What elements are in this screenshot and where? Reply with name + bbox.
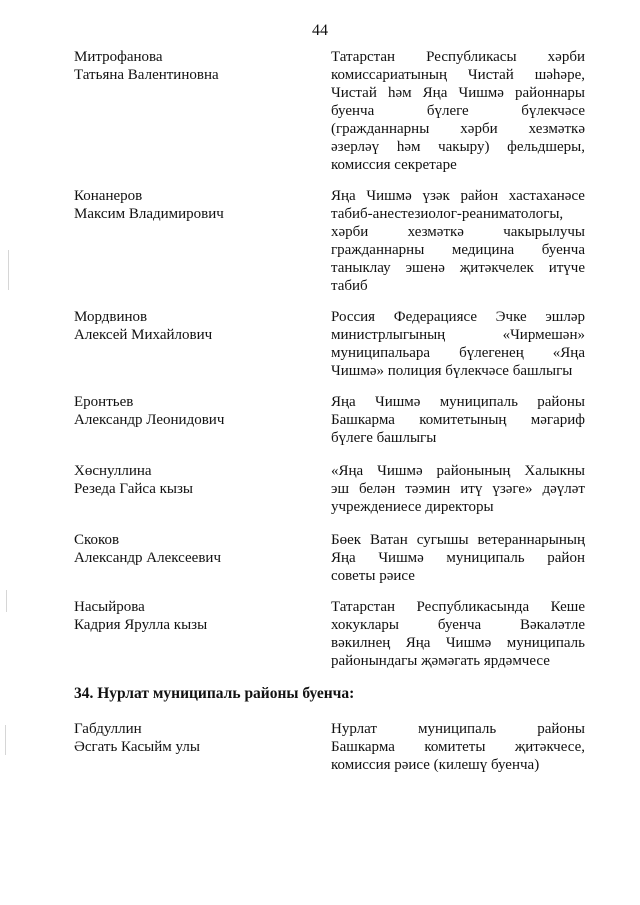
position-word: дәүләт <box>542 481 585 497</box>
position-line <box>331 259 585 277</box>
position-word: муниципаль <box>446 550 525 566</box>
position-word: хастаханәсе <box>508 188 585 204</box>
member-name <box>74 531 304 567</box>
position-line <box>331 462 585 480</box>
position-word: Чишмә <box>377 463 423 479</box>
position-word: һәм <box>387 85 412 101</box>
member-given-names: Максим Владимирович <box>74 206 224 222</box>
member-surname: Митрофанова <box>74 49 163 65</box>
position-line <box>331 48 585 66</box>
position-word: Эчке <box>495 309 527 325</box>
position-word: муниципаль <box>417 721 497 737</box>
member-given-names: Алексей Михайлович <box>74 327 213 343</box>
position-word: муниципаль <box>506 635 585 651</box>
position-word: бүлекчәсе <box>521 103 585 119</box>
member-name <box>74 393 304 429</box>
scan-mark <box>8 250 9 290</box>
position-word: районының <box>436 463 511 479</box>
scan-mark <box>5 725 6 755</box>
position-word: район <box>547 550 585 566</box>
position-line <box>331 616 585 634</box>
position-word: (гражданнарны <box>331 121 430 137</box>
position-line <box>331 102 585 120</box>
position-word: «Яңа <box>552 345 585 361</box>
member-name <box>74 462 304 498</box>
position-line <box>331 393 585 411</box>
position-word: Чистай <box>331 85 377 101</box>
position-word: Башкарма <box>331 739 395 755</box>
position-word: министрлыгының <box>331 327 446 343</box>
position-line <box>331 344 585 362</box>
position-word: эшләр <box>545 309 585 325</box>
member-given-names: Александр Алексеевич <box>74 550 221 566</box>
member-name <box>74 308 304 344</box>
position-line <box>331 738 585 756</box>
position-word: Кеше <box>550 599 585 615</box>
position-word: сугышы <box>416 532 469 548</box>
position-word: җитәкчелек <box>459 260 534 276</box>
position-line <box>331 549 585 567</box>
position-line <box>331 598 585 616</box>
member-position <box>331 720 585 774</box>
position-word: вәкилнең <box>331 635 391 651</box>
position-word: Чишмә <box>374 394 421 410</box>
position-word: үзәге» <box>492 481 533 497</box>
position-line <box>331 720 585 738</box>
member-position <box>331 187 585 295</box>
member-name <box>74 720 304 756</box>
position-word: таныклау <box>331 260 391 276</box>
position-word: хезмәткә <box>528 121 585 137</box>
position-line: комиссия рәисе (килешү буенча) <box>331 757 540 773</box>
position-word: Яңа <box>331 550 356 566</box>
position-word: Бөек <box>331 532 362 548</box>
position-word: Чишмә <box>366 188 412 204</box>
position-word: Республикасы <box>426 49 517 65</box>
position-word: Халыкны <box>524 463 585 479</box>
position-word: итүче <box>548 260 585 276</box>
position-line <box>331 66 585 84</box>
position-word: эшенә <box>405 260 445 276</box>
position-line: табиб-анестезиолог-реаниматологы, <box>331 206 564 222</box>
position-line: районындагы җәмәгать ярдәмчесе <box>331 653 550 669</box>
position-word: медицина <box>451 242 515 258</box>
position-word: Нурлат <box>331 721 377 737</box>
position-word: «Яңа <box>331 463 364 479</box>
member-given-names: Татьяна Валентиновна <box>74 67 219 83</box>
position-word: чакырылучы <box>503 224 585 240</box>
member-name <box>74 598 304 634</box>
member-surname: Конанеров <box>74 188 143 204</box>
position-word: Башкарма <box>331 412 395 428</box>
position-word: эш <box>331 481 349 497</box>
position-word: фельдшеры, <box>507 139 585 155</box>
position-word: Яңа <box>331 394 356 410</box>
member-position <box>331 308 585 380</box>
position-line <box>331 308 585 326</box>
position-word: Яңа <box>331 188 356 204</box>
member-surname: Габдуллин <box>74 721 142 737</box>
member-given-names: Кадрия Ярулла кызы <box>74 617 208 633</box>
position-line: советы рәисе <box>331 568 415 584</box>
position-word: Ватан <box>370 532 408 548</box>
member-given-names: Әсгать Касыйм улы <box>74 739 200 755</box>
position-word: мәгариф <box>530 412 585 428</box>
position-word: хезмәткә <box>407 224 464 240</box>
position-word: муниципаль <box>439 394 518 410</box>
position-word: комитеты <box>424 739 486 755</box>
position-word: җитәкчесе, <box>514 739 585 755</box>
position-word: чакыру) <box>438 139 490 155</box>
member-name <box>74 48 304 84</box>
position-word: «Чирмешән» <box>502 327 585 343</box>
member-given-names: Александр Леонидович <box>74 412 225 428</box>
position-word: Федерациясе <box>393 309 477 325</box>
position-word: бүлеге <box>426 103 469 119</box>
position-line <box>331 326 585 344</box>
member-position <box>331 531 585 585</box>
position-word: Татарстан <box>331 599 396 615</box>
position-line <box>331 531 585 549</box>
member-position <box>331 393 585 447</box>
position-word: буенча <box>437 617 482 633</box>
position-word: хәрби <box>547 49 585 65</box>
position-word: районы <box>537 721 585 737</box>
member-given-names: Резеда Гайса кызы <box>74 481 194 497</box>
position-line: бүлеге башлыгы <box>331 430 437 446</box>
position-word: Россия <box>331 309 376 325</box>
position-word: итү <box>460 481 483 497</box>
position-word: Вәкаләтле <box>520 617 585 633</box>
member-position <box>331 598 585 670</box>
position-word: Республикасында <box>416 599 530 615</box>
member-position <box>331 462 585 516</box>
position-word: тәэмин <box>405 481 451 497</box>
position-word: муниципальара <box>331 345 431 361</box>
page-number: 44 <box>312 22 328 39</box>
position-line <box>331 480 585 498</box>
position-line <box>331 223 585 241</box>
position-word: Яңа <box>422 85 448 101</box>
position-word: хәрби <box>331 224 369 240</box>
position-word: ветераннарының <box>477 532 585 548</box>
position-word: белән <box>358 481 396 497</box>
position-word: район <box>460 188 499 204</box>
member-name <box>74 187 304 223</box>
position-word: гражданнарны <box>331 242 425 258</box>
position-line <box>331 120 585 138</box>
member-surname: Насыйрова <box>74 599 145 615</box>
position-word: шәһәре, <box>534 67 585 83</box>
position-line <box>331 411 585 429</box>
position-line <box>331 634 585 652</box>
position-word: комитетының <box>419 412 507 428</box>
position-word: хәрби <box>460 121 498 137</box>
position-line: учреждениесе директоры <box>331 499 494 515</box>
position-word: бүлегенең <box>459 345 524 361</box>
member-surname: Мордвинов <box>74 309 148 325</box>
position-line: табиб <box>331 278 368 294</box>
section-heading: 34. Нурлат муниципаль районы буенча: <box>74 685 355 702</box>
position-word: буенча <box>331 103 375 119</box>
position-line <box>331 241 585 259</box>
position-line <box>331 84 585 102</box>
position-word: һәм <box>396 139 421 155</box>
member-position <box>331 48 585 174</box>
position-word: хокуклары <box>331 617 400 633</box>
position-word: Яңа <box>405 635 431 651</box>
member-surname: Хөснуллина <box>74 463 152 479</box>
position-word: Чишмә <box>378 550 424 566</box>
position-word: Чишмә <box>458 85 504 101</box>
position-line: комиссия секретаре <box>331 157 457 173</box>
position-word: районы <box>537 394 585 410</box>
position-word: буенча <box>541 242 585 258</box>
scan-mark <box>6 590 7 612</box>
position-word: комиссариатының <box>331 67 447 83</box>
member-surname: Еронтьев <box>74 394 134 410</box>
member-surname: Скоков <box>74 532 120 548</box>
position-word: әзерләү <box>331 139 380 155</box>
position-line: Чишмә» полиция бүлекчәсе башлыгы <box>331 363 573 379</box>
position-word: үзәк <box>422 188 450 204</box>
position-word: районнары <box>515 85 585 101</box>
position-line <box>331 138 585 156</box>
position-word: Чишмә <box>445 635 492 651</box>
position-word: Татарстан <box>331 49 396 65</box>
position-line <box>331 187 585 205</box>
position-word: Чистай <box>467 67 514 83</box>
